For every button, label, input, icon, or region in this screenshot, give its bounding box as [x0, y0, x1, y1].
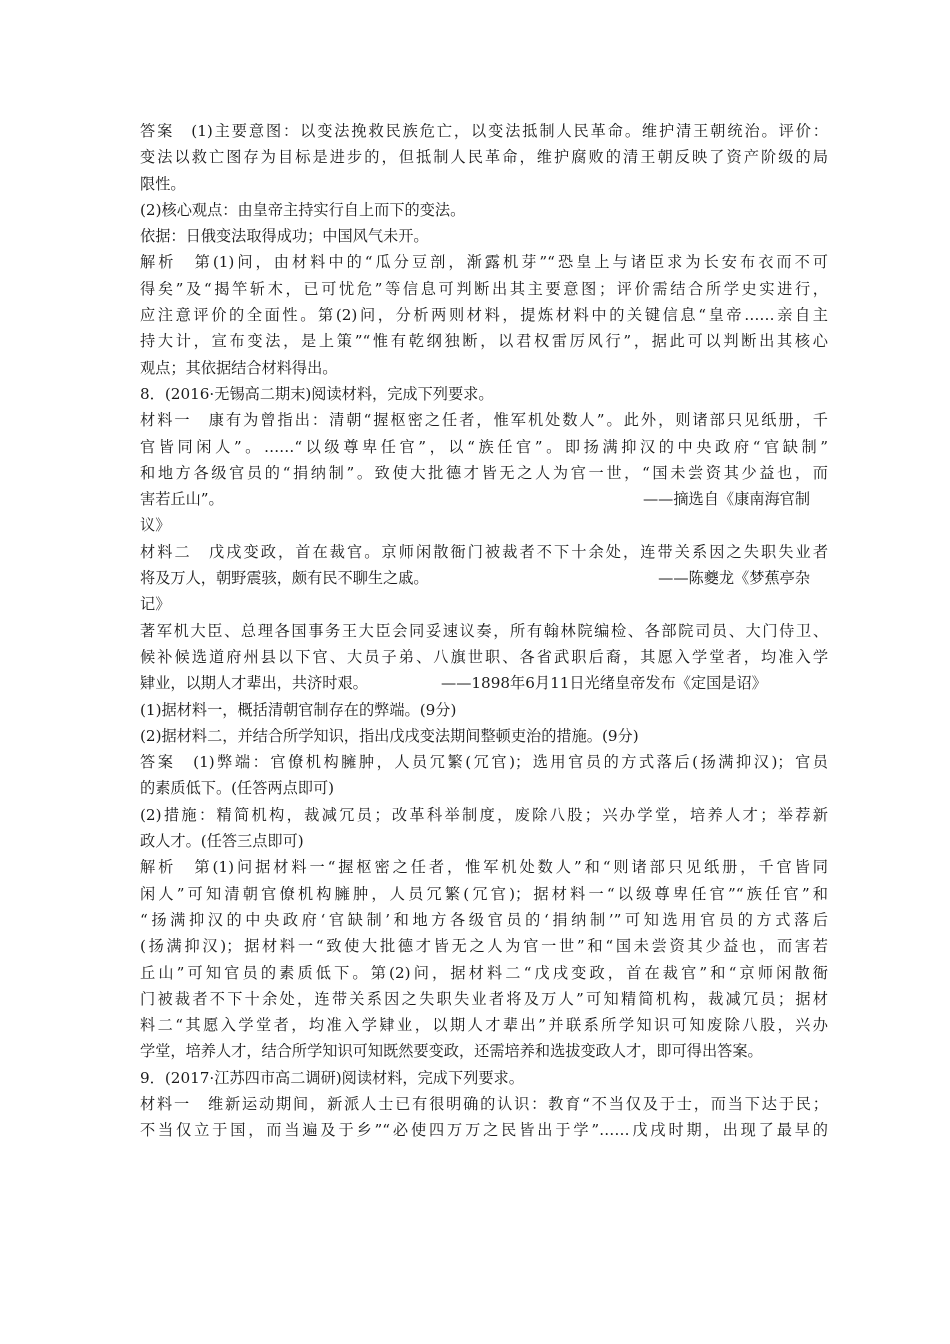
text-line: 观点；其依据结合材料得出。 — [140, 358, 338, 377]
text-line: (2)据材料二，并结合所学知识，指出戊戌变法期间整顿吏治的措施。(9分) — [140, 726, 639, 745]
text-line: (1)据材料一，概括清朝官制存在的弊端。(9分) — [140, 700, 457, 719]
q8-material-2 — [140, 539, 828, 618]
q8-question-2 — [140, 723, 828, 749]
text-line: 变法以救亡图存为目标是进步的，但抵制人民革命，维护腐败的清王朝反映了资产阶级的局 — [140, 148, 828, 167]
document-page — [140, 118, 828, 1144]
q8-stem — [140, 381, 828, 407]
material-source-cont: 记》 — [140, 595, 171, 614]
text-line: 材料一 康有为曾指出：清朝“握枢密之任者，惟军机处数人”。此外，则诸部只见纸册，千 — [140, 411, 828, 430]
question-stem: 9．(2017·江苏四市高二调研)阅读材料，完成下列要求。 — [140, 1068, 524, 1087]
q8-analysis — [140, 854, 828, 1064]
q7-analysis — [140, 249, 828, 380]
text-line: 解析 第(1)问，由材料中的“瓜分豆剖，渐露机芽”“恐皇上与诸臣求为长安布衣而不可 — [140, 253, 828, 272]
q7-answer — [140, 118, 828, 197]
text-line: (2)措施：精简机构，裁减冗员；改革科举制度，废除八股；兴办学堂，培养人才；举荐新 — [140, 805, 828, 824]
text-line: 闲人”可知清朝官僚机构臃肿，人员冗繁(冗官)；据材料一“以级尊卑任官”“族任官”和 — [140, 884, 828, 903]
material-source: ——陈夔龙《梦蕉亭杂 — [658, 569, 810, 588]
text-line: 答案 (1)弊端：官僚机构臃肿，人员冗繁(冗官)；选用官员的方式落后(扬满抑汉)；官员 — [140, 753, 828, 772]
text-line: 丘山”可知官员的素质低下。第(2)问，据材料二“戊戌变政，首在裁官”和“京师闲散衙 — [140, 963, 828, 982]
text-line: 学堂，培养人才，结合所学知识可知既然要变政，还需培养和选拔变政人才，即可得出答案。 — [140, 1042, 763, 1061]
question-stem: 8．(2016·无锡高二期末)阅读材料，完成下列要求。 — [140, 384, 494, 403]
text-line: “扬满抑汉的中央政府‘官缺制’和地方各级官员的‘捐纳制’”可知选用官员的方式落后 — [140, 910, 828, 929]
q9-material-1 — [140, 1091, 828, 1144]
text-line-content: 害若丘山”。 — [140, 490, 224, 509]
material-source: ——摘选自《康南海官制 — [642, 490, 810, 509]
text-line — [140, 565, 828, 591]
q7-answer-2 — [140, 197, 828, 223]
q8-material-3 — [140, 618, 828, 697]
text-line — [140, 486, 828, 512]
text-line: (2)核心观点：由皇帝主持实行自上而下的变法。 — [140, 200, 466, 219]
q7-basis — [140, 223, 828, 249]
text-line — [140, 670, 828, 696]
material-source-cont: 议》 — [140, 516, 171, 535]
text-line: 和地方各级官员的“捐纳制”。致使大批德才皆无之人为官一世，“国未尝资其少益也，而 — [140, 463, 828, 482]
text-line: 材料二 戊戌变政，首在裁官。京师闲散衙门被裁者不下十余处，连带关系因之失职失业者 — [140, 542, 828, 561]
q8-question-1 — [140, 697, 828, 723]
text-line: 候补候选道府州县以下官、大员子弟、八旗世职、各省武职后裔，其愿入学堂者，均准入学 — [140, 647, 828, 666]
text-line: 持大计，宣布变法，是上策”“惟有乾纲独断，以君权雷厉风行”，据此可以判断出其核心 — [140, 332, 828, 351]
q8-material-1 — [140, 407, 828, 538]
text-line: 著军机大臣、总理各国事务王大臣会同妥速议奏，所有翰林院编检、各部院司员、大门侍卫、 — [140, 621, 828, 640]
text-line: 的素质低下。(任答两点即可) — [140, 779, 335, 798]
text-line: (扬满抑汉)；据材料一“致使大批德才皆无之人为官一世”和“国未尝资其少益也，而害若 — [140, 937, 828, 956]
text-line-content: 肄业，以期人才辈出，共济时艰。 — [140, 674, 368, 693]
text-line: 不当仅立于国，而当遍及于乡”“必使四万万之民皆出于学”……戊戌时期，出现了最早的 — [140, 1121, 828, 1140]
text-line: 依据：日俄变法取得成功；中国风气未开。 — [140, 227, 429, 246]
text-line: 料二“其愿入学堂者，均准入学肄业，以期人才辈出”并联系所学知识可知废除八股，兴办 — [140, 1016, 828, 1035]
text-line: 答案 (1)主要意图：以变法挽救民族危亡，以变法抵制人民革命。维护清王朝统治。评价： — [140, 122, 828, 140]
text-line: 政人才。(任答三点即可) — [140, 832, 304, 851]
material-source: ——1898年6月11日光绪皇帝发布《定国是诏》 — [441, 674, 767, 693]
text-line: 材料一 维新运动期间，新派人士已有很明确的认识：教育“不当仅及于士，而当下达于民； — [140, 1094, 828, 1113]
q8-answer-2 — [140, 802, 828, 855]
text-line: 应注意评价的全面性。第(2)问，分析两则材料，提炼材料中的关键信息“皇帝……亲自主 — [140, 306, 828, 325]
text-line: 得矣”及“揭竿斩木，已可忧危”等信息可判断出其主要意图；评价需结合所学史实进行， — [140, 279, 828, 298]
text-line: 门被裁者不下十余处，连带关系因之失职失业者将及万人”可知精简机构，裁减冗员；据材 — [140, 989, 828, 1008]
q8-answer-1 — [140, 749, 828, 802]
text-line-content: 将及万人，朝野震骇，颇有民不聊生之戚。 — [140, 569, 429, 588]
text-line: 解析 第(1)问据材料一“握枢密之任者，惟军机处数人”和“则诸部只见纸册，千官皆同 — [140, 858, 828, 877]
text-line: 限性。 — [140, 174, 186, 193]
text-line: 官皆同闲人”。……“以级尊卑任官”，以“族任官”。即扬满抑汉的中央政府“官缺制” — [140, 437, 828, 456]
q9-stem — [140, 1065, 828, 1091]
